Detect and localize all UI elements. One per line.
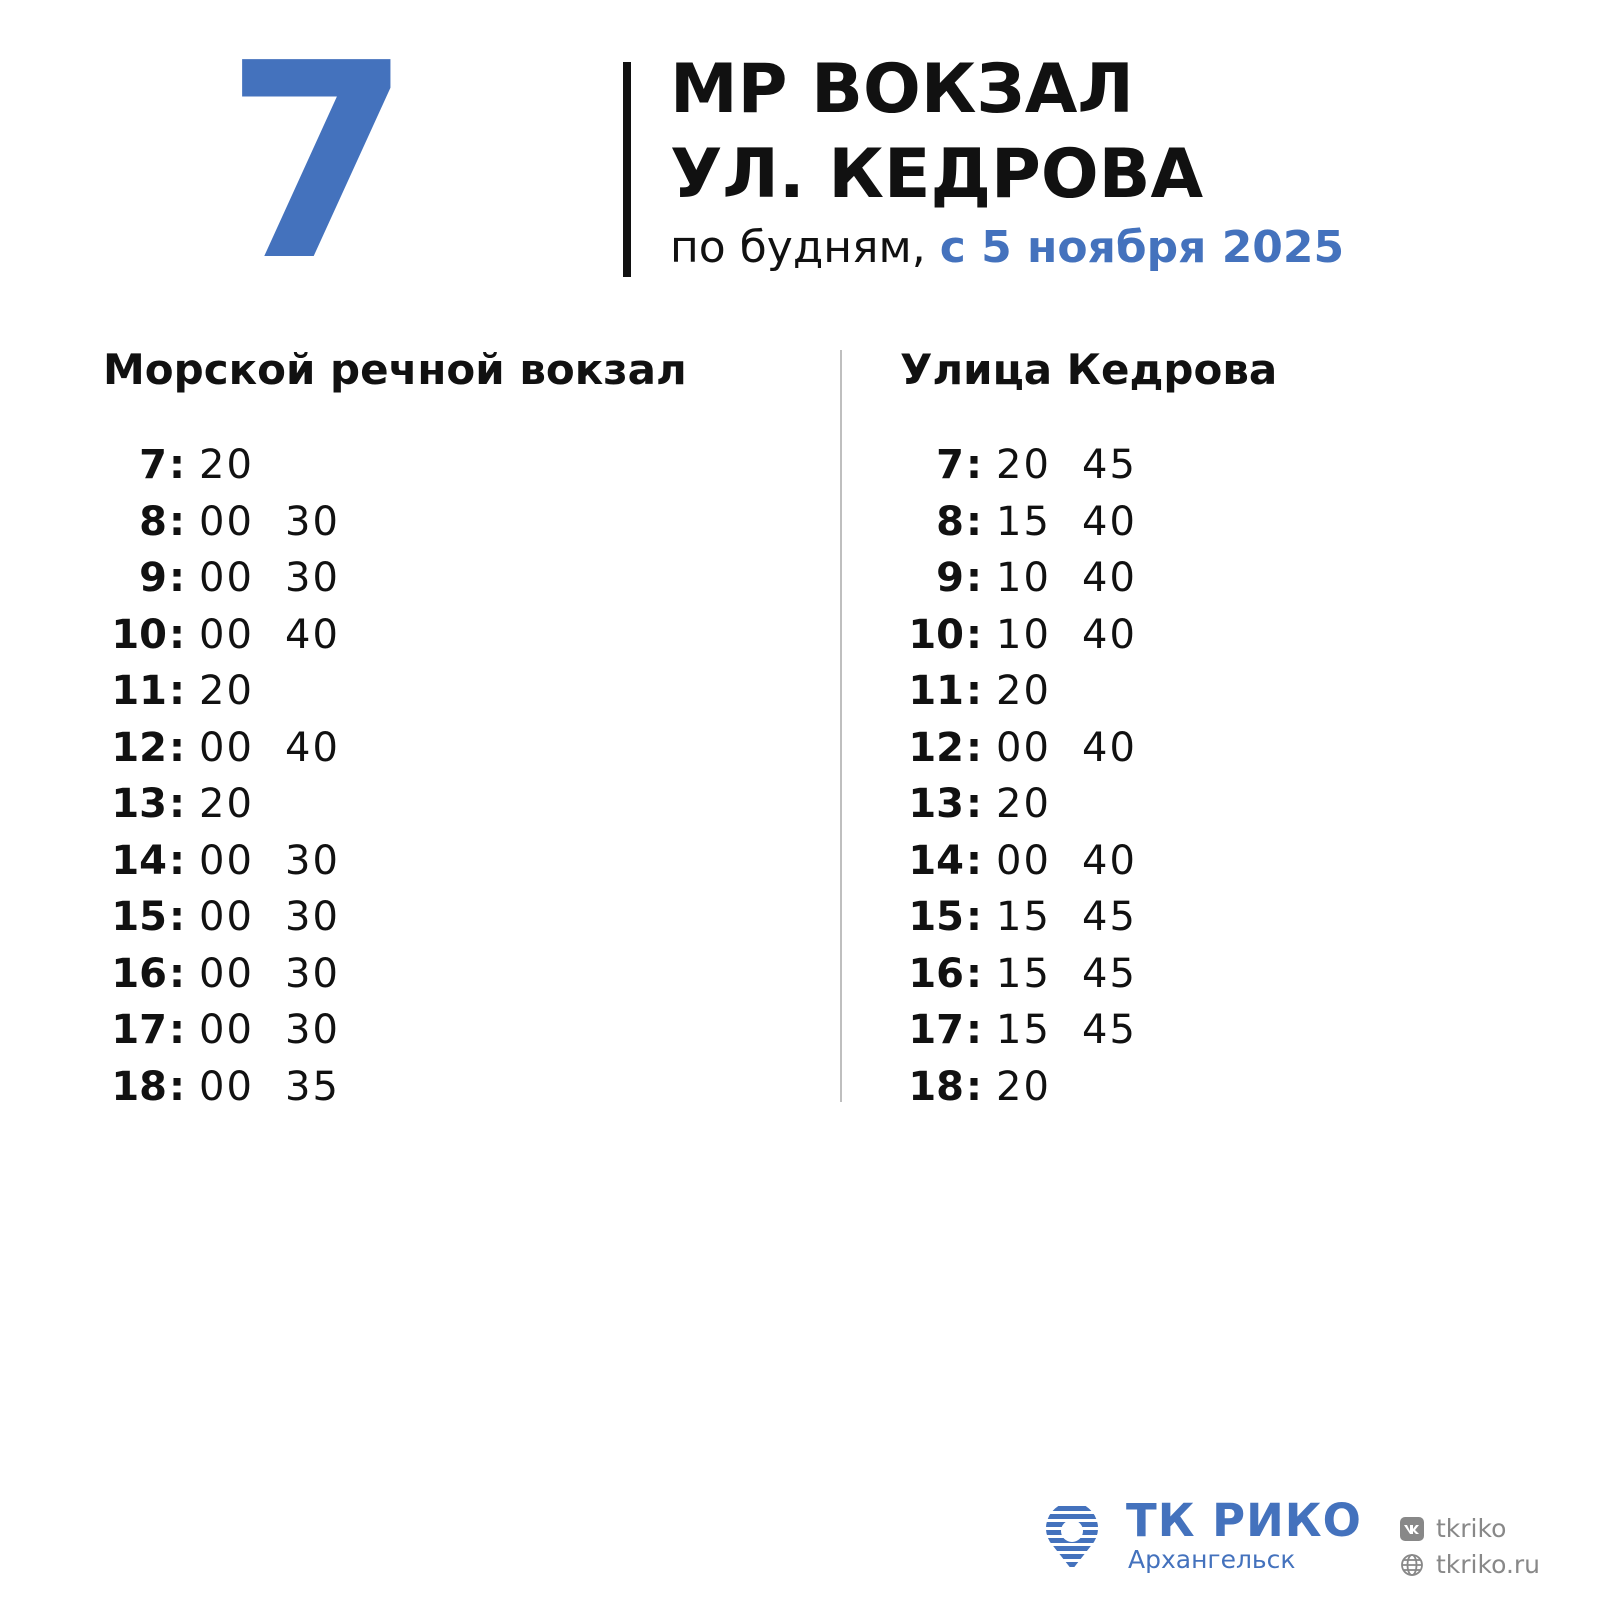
- timetable-row: [103, 1059, 371, 1116]
- hour-label: 12: [908, 724, 964, 771]
- departure-minute: 15: [996, 498, 1051, 545]
- hour-separator: :: [169, 781, 185, 828]
- route-title-line2: УЛ. КЕДРОВА: [670, 135, 1204, 214]
- departure-minute: 30: [285, 894, 340, 941]
- hour-separator: :: [966, 498, 982, 545]
- hour-label: 8: [139, 498, 167, 545]
- hour-separator: :: [169, 498, 185, 545]
- departure-minute: 30: [285, 950, 340, 997]
- hour-label: 11: [908, 668, 964, 715]
- hour-label: 14: [908, 837, 964, 884]
- hour-separator: :: [966, 781, 982, 828]
- hour-separator: :: [966, 724, 982, 771]
- timetable-row: [900, 776, 1168, 833]
- departure-minute: 20: [996, 781, 1051, 828]
- departure-minute: 40: [285, 724, 340, 771]
- timetable-row: [103, 833, 371, 890]
- timetable-row: [900, 1002, 1168, 1059]
- hour-separator: :: [169, 1063, 185, 1110]
- timetable-row: [103, 437, 371, 494]
- departure-minute: 45: [1082, 894, 1137, 941]
- departure-minute: 15: [996, 894, 1051, 941]
- hour-separator: :: [169, 611, 185, 658]
- hour-separator: :: [966, 837, 982, 884]
- departure-minute: 15: [996, 1007, 1051, 1054]
- hour-separator: :: [966, 1063, 982, 1110]
- departure-minute: 15: [996, 950, 1051, 997]
- departure-minute: 35: [285, 1063, 340, 1110]
- direction-title-right: Улица Кедрова: [900, 345, 1278, 394]
- departure-minute: 00: [199, 724, 254, 771]
- timetable-row: [900, 663, 1168, 720]
- departure-minute: 45: [1082, 442, 1137, 489]
- departure-minute: 20: [199, 781, 254, 828]
- hour-label: 15: [111, 894, 167, 941]
- departure-minute: 40: [285, 611, 340, 658]
- departure-minute: 30: [285, 498, 340, 545]
- hour-separator: :: [169, 724, 185, 771]
- timetable-row: [103, 494, 371, 551]
- hour-separator: :: [169, 894, 185, 941]
- timetable-row: [900, 946, 1168, 1003]
- timetable-row: [103, 1002, 371, 1059]
- timetable-right: [900, 437, 1168, 1115]
- timetable-row: [900, 494, 1168, 551]
- hour-separator: :: [169, 555, 185, 602]
- timetable-row: [103, 889, 371, 946]
- timetable-row: [900, 720, 1168, 777]
- departure-minute: 40: [1082, 611, 1137, 658]
- hour-label: 7: [139, 442, 167, 489]
- departure-minute: 00: [199, 611, 254, 658]
- departure-minute: 40: [1082, 724, 1137, 771]
- timetable-row: [103, 663, 371, 720]
- hour-label: 10: [111, 611, 167, 658]
- departure-minute: 00: [199, 1063, 254, 1110]
- hour-label: 11: [111, 668, 167, 715]
- hour-separator: :: [169, 442, 185, 489]
- departure-minute: 30: [285, 1007, 340, 1054]
- timetable-row: [900, 889, 1168, 946]
- direction-title-left: Морской речной вокзал: [103, 345, 687, 394]
- departure-minute: 20: [996, 442, 1051, 489]
- column-divider: [840, 350, 842, 1102]
- departure-minute: 40: [1082, 555, 1137, 602]
- hour-label: 12: [111, 724, 167, 771]
- hour-label: 14: [111, 837, 167, 884]
- timetable-row: [900, 607, 1168, 664]
- departure-minute: 00: [996, 724, 1051, 771]
- hour-separator: :: [966, 1007, 982, 1054]
- departure-minute: 00: [199, 894, 254, 941]
- timetable-row: [900, 833, 1168, 890]
- route-title-line1: МР ВОКЗАЛ: [670, 50, 1134, 129]
- hour-separator: :: [966, 555, 982, 602]
- timetable-row: [900, 437, 1168, 494]
- departure-minute: 00: [199, 837, 254, 884]
- hour-separator: :: [966, 611, 982, 658]
- website-link[interactable]: [1400, 1550, 1540, 1580]
- schedule-start-date: с 5 ноября 2025: [939, 222, 1345, 273]
- hour-separator: :: [966, 668, 982, 715]
- departure-minute: 20: [199, 668, 254, 715]
- departure-minute: 00: [199, 555, 254, 602]
- timetable-left: [103, 437, 371, 1115]
- departure-minute: 40: [1082, 837, 1137, 884]
- schedule-subtitle: [670, 220, 1344, 276]
- timetable-row: [900, 1059, 1168, 1116]
- departure-minute: 30: [285, 555, 340, 602]
- hour-label: 13: [908, 781, 964, 828]
- route-number: 7: [224, 5, 406, 320]
- globe-icon: [1400, 1553, 1424, 1577]
- hour-label: 15: [908, 894, 964, 941]
- vk-link[interactable]: [1400, 1514, 1506, 1544]
- hour-separator: :: [169, 837, 185, 884]
- hour-separator: :: [169, 950, 185, 997]
- timetable-row: [103, 607, 371, 664]
- hour-label: 9: [139, 555, 167, 602]
- timetable-row: [900, 550, 1168, 607]
- hour-label: 16: [908, 950, 964, 997]
- timetable-row: [103, 946, 371, 1003]
- timetable-row: [103, 720, 371, 777]
- departure-minute: 00: [199, 498, 254, 545]
- timetable-row: [103, 550, 371, 607]
- hour-label: 18: [111, 1063, 167, 1110]
- vk-handle: tkriko: [1436, 1514, 1507, 1543]
- hour-separator: :: [966, 442, 982, 489]
- hour-separator: :: [966, 894, 982, 941]
- departure-minute: 20: [199, 442, 254, 489]
- brand-city: Архангельск: [1128, 1545, 1296, 1574]
- hour-label: 7: [936, 442, 964, 489]
- website-url: tkriko.ru: [1436, 1550, 1541, 1579]
- departure-minute: 00: [996, 837, 1051, 884]
- hour-label: 13: [111, 781, 167, 828]
- hour-label: 10: [908, 611, 964, 658]
- hour-separator: :: [169, 668, 185, 715]
- hour-label: 17: [111, 1007, 167, 1054]
- hour-separator: :: [966, 950, 982, 997]
- departure-minute: 00: [199, 950, 254, 997]
- brand-name: ТК РИКО: [1126, 1494, 1362, 1547]
- departure-minute: 10: [996, 555, 1051, 602]
- departure-minute: 45: [1082, 950, 1137, 997]
- departure-minute: 20: [996, 1063, 1051, 1110]
- hour-label: 16: [111, 950, 167, 997]
- hour-label: 18: [908, 1063, 964, 1110]
- vk-icon: [1400, 1517, 1424, 1541]
- departure-minute: 40: [1082, 498, 1137, 545]
- riko-logo-icon: [1044, 1504, 1100, 1570]
- hour-separator: :: [169, 1007, 185, 1054]
- hour-label: 9: [936, 555, 964, 602]
- hour-label: 8: [936, 498, 964, 545]
- schedule-days: по будням,: [670, 222, 926, 273]
- header-divider: [623, 62, 631, 277]
- departure-minute: 30: [285, 837, 340, 884]
- departure-minute: 00: [199, 1007, 254, 1054]
- departure-minute: 20: [996, 668, 1051, 715]
- departure-minute: 45: [1082, 1007, 1137, 1054]
- departure-minute: 10: [996, 611, 1051, 658]
- timetable-row: [103, 776, 371, 833]
- hour-label: 17: [908, 1007, 964, 1054]
